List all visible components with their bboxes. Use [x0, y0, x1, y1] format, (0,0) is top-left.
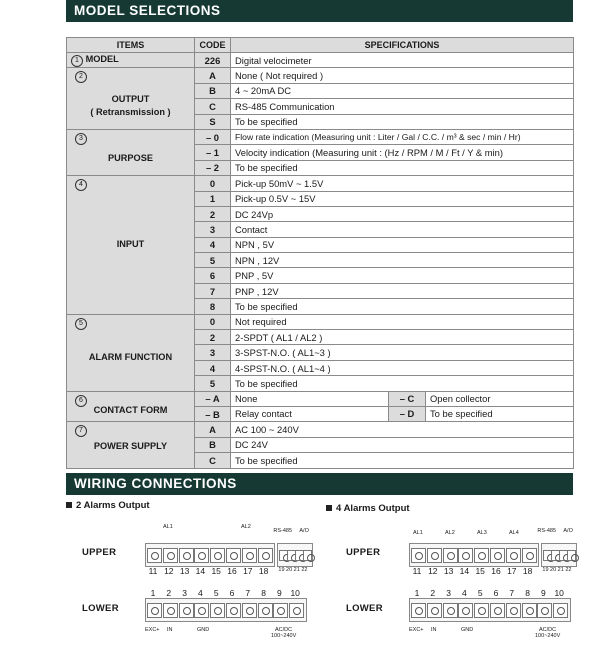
bullet-square-icon	[326, 505, 332, 511]
exc-label: EXC+	[409, 627, 424, 633]
spec-cell: Contact	[231, 222, 574, 237]
terminal-screw-icon	[194, 603, 209, 618]
alarm-label: ALARM FUNCTION	[88, 352, 173, 363]
terminal-number: 17	[507, 566, 517, 576]
terminal-screw-icon	[411, 548, 426, 563]
code-cell: A	[195, 68, 231, 83]
code-cell: – A	[195, 391, 231, 406]
table-row	[67, 314, 574, 329]
terminal-screw-icon	[506, 603, 521, 618]
terminal-number: 6	[229, 588, 235, 598]
spec-cell: 2-SPDT ( AL1 / AL2 )	[231, 330, 574, 345]
terminal-number: 13	[443, 566, 454, 576]
exc-label: EXC+	[145, 627, 160, 633]
two-alarms-label: 2 Alarms Output	[76, 500, 150, 511]
terminal-screw-icon	[273, 603, 288, 618]
terminal-number: 11	[148, 566, 158, 576]
spec-cell: Pick-up 50mV ~ 1.5V	[231, 176, 574, 191]
comm-terminal-block	[277, 543, 313, 567]
comm-terminal-block	[541, 543, 577, 567]
alarm-label: AL2	[445, 530, 455, 536]
code-cell: C	[195, 453, 231, 468]
terminal-screw-icon	[567, 550, 576, 561]
in-label: IN	[167, 627, 173, 633]
terminal-number: 15	[211, 566, 221, 576]
spec-cell: To be specified	[231, 299, 574, 314]
spec-cell: To be specified	[231, 160, 574, 175]
code-cell: A	[195, 422, 231, 437]
output-label: OUTPUT	[111, 93, 150, 104]
terminal-number: 10	[554, 588, 564, 598]
item-number: 5	[75, 318, 87, 330]
code-cell: – 1	[195, 145, 231, 160]
terminal-screw-icon	[163, 548, 178, 563]
spec-text: To be specified	[430, 407, 493, 419]
code-cell: 0	[195, 314, 231, 329]
code-cell: – D	[388, 407, 426, 421]
acdc-label: AC/DC	[275, 627, 293, 633]
terminal-number: 9	[277, 588, 282, 598]
terminal-number: 18	[522, 566, 533, 576]
terminal-screw-icon	[522, 548, 537, 563]
bullet-square-icon	[66, 502, 72, 508]
terminal-number: 10	[290, 588, 300, 598]
upper-label-right: UPPER	[346, 547, 381, 558]
terminal-screw-icon	[289, 603, 304, 618]
alarm-label: AL1	[413, 530, 423, 536]
terminal-number: 14	[459, 566, 470, 576]
terminal-number: 15	[475, 566, 485, 576]
lower-terminal-block	[409, 598, 571, 622]
spec-cell: Pick-up 0.5V ~ 15V	[231, 191, 574, 206]
spec-cell: RS-485 Communication	[231, 99, 574, 114]
terminal-number: 12	[164, 566, 174, 576]
code-cell: C	[195, 99, 231, 114]
terminal-screw-icon	[242, 548, 257, 563]
terminal-small-numbers: 19 20 21 22	[278, 567, 308, 573]
spec-cell: DC 24Vp	[231, 206, 574, 221]
terminal-screw-icon	[242, 603, 257, 618]
spec-cell: None ( Not required )	[231, 68, 574, 83]
code-cell: 7	[195, 283, 231, 298]
code-cell: B	[195, 83, 231, 98]
terminal-number: 12	[428, 566, 438, 576]
spec-cell-split	[231, 406, 574, 421]
terminal-screw-icon	[179, 603, 194, 618]
spec-cell: To be specified	[231, 453, 574, 468]
terminal-number: 16	[227, 566, 237, 576]
terminal-screw-icon	[427, 548, 442, 563]
terminal-number: 16	[491, 566, 501, 576]
spec-cell: NPN , 5V	[231, 237, 574, 252]
ao-label: A/O	[563, 528, 573, 534]
acdc-label: AC/DC	[539, 627, 557, 633]
terminal-screw-icon	[443, 548, 458, 563]
terminal-screw-icon	[553, 603, 568, 618]
alarm-label: AL4	[509, 530, 519, 536]
terminal-number: 9	[541, 588, 546, 598]
terminal-screw-icon	[490, 548, 505, 563]
item-number: 1	[71, 55, 83, 67]
input-item	[67, 176, 195, 315]
terminal-screw-icon	[226, 548, 241, 563]
terminal-number: 2	[166, 588, 172, 598]
terminal-number: 8	[261, 588, 266, 598]
input-label: INPUT	[116, 239, 145, 250]
code-cell: – C	[388, 392, 426, 406]
terminal-screw-icon	[303, 550, 312, 561]
code-cell: B	[195, 437, 231, 452]
code-cell: 3	[195, 345, 231, 360]
spec-cell: 3-SPST-N.O. ( AL1~3 )	[231, 345, 574, 360]
model-selections-title: MODEL SELECTIONS	[66, 0, 573, 22]
output-sublabel: ( Retransmission )	[90, 106, 171, 117]
code-cell: – 2	[195, 160, 231, 175]
item-number: 6	[75, 395, 87, 407]
lower-label-right: LOWER	[346, 603, 383, 614]
code-cell: 3	[195, 222, 231, 237]
terminal-screw-icon	[427, 603, 442, 618]
code-cell: 2	[195, 330, 231, 345]
terminal-number: 8	[525, 588, 530, 598]
two-alarms-title	[66, 500, 150, 511]
terminal-screw-icon	[226, 603, 241, 618]
spec-cell: Flow rate indication (Measuring unit : Liter / Gal / C.C. / m³ & sec / min / Hr)	[231, 129, 574, 144]
spec-text: None	[235, 392, 258, 404]
terminal-number: 18	[258, 566, 269, 576]
terminal-screw-icon	[147, 548, 162, 563]
lower-terminal-block	[145, 598, 307, 622]
model-spec: Digital velocimeter	[231, 53, 574, 68]
spec-cell: Velocity indication (Measuring unit : (Hz / RPM / M / Ft / Y & min)	[231, 145, 574, 160]
rs485-label: RS-485	[273, 528, 293, 534]
item-number: 7	[75, 425, 87, 437]
purpose-item	[67, 129, 195, 175]
spec-cell: 4-SPST-N.O. ( AL1~4 )	[231, 360, 574, 375]
model-label: MODEL	[85, 54, 119, 65]
terminal-screw-icon	[490, 603, 505, 618]
power-item	[67, 422, 195, 468]
terminal-number: 1	[150, 588, 156, 598]
header-items: ITEMS	[67, 38, 195, 53]
table-row	[67, 422, 574, 437]
table-row	[67, 129, 574, 144]
terminal-screw-icon	[443, 603, 458, 618]
table-row	[67, 176, 574, 191]
code-cell: 5	[195, 376, 231, 391]
terminal-screw-icon	[194, 548, 209, 563]
terminal-number: 11	[412, 566, 422, 576]
voltage-range-label: 100~240V	[535, 633, 561, 639]
terminal-number: 13	[179, 566, 190, 576]
spec-cell: 4 ~ 20mA DC	[231, 83, 574, 98]
gnd-label: GND	[461, 627, 474, 633]
code-cell: 4	[195, 237, 231, 252]
upper-terminal-block	[409, 543, 539, 567]
power-label: POWER SUPPLY	[93, 441, 168, 452]
spec-text: Relay contact	[235, 407, 292, 419]
terminal-screw-icon	[506, 548, 521, 563]
alarm-label: AL1	[163, 524, 173, 530]
alarm-label: AL3	[477, 530, 487, 536]
terminal-small-numbers: 19 20 21 22	[542, 567, 572, 573]
wiring-connections-title: WIRING CONNECTIONS	[66, 473, 573, 495]
terminal-number: 17	[243, 566, 253, 576]
upper-terminal-block	[145, 543, 275, 567]
terminal-screw-icon	[522, 603, 537, 618]
terminal-screw-icon	[210, 603, 225, 618]
output-item	[67, 68, 195, 130]
purpose-label: PURPOSE	[108, 153, 153, 164]
table-header-row	[67, 38, 574, 53]
terminal-screw-icon	[163, 603, 178, 618]
terminal-number: 3	[446, 588, 451, 598]
terminal-screw-icon	[411, 603, 426, 618]
ao-label: A/O	[299, 528, 309, 534]
terminal-screw-icon	[474, 603, 489, 618]
code-cell: – 0	[195, 129, 231, 144]
model-item	[67, 53, 195, 68]
spec-cell: PNP , 12V	[231, 283, 574, 298]
code-cell: – B	[195, 406, 231, 421]
terminal-number: 1	[414, 588, 420, 598]
spec-text: Open collector	[430, 392, 491, 404]
rs485-label: RS-485	[537, 528, 557, 534]
contact-item	[67, 391, 195, 422]
model-selection-table	[66, 37, 574, 469]
gnd-label: GND	[197, 627, 210, 633]
spec-cell: Not required	[231, 314, 574, 329]
terminal-number: 5	[213, 588, 219, 598]
terminal-screw-icon	[537, 603, 552, 618]
code-cell: 8	[195, 299, 231, 314]
terminal-number: 2	[430, 588, 436, 598]
spec-cell: To be specified	[231, 376, 574, 391]
header-specifications: SPECIFICATIONS	[231, 38, 574, 53]
terminal-screw-icon	[258, 548, 273, 563]
code-cell: 0	[195, 176, 231, 191]
table-row	[67, 68, 574, 83]
terminal-number: 4	[462, 588, 467, 598]
in-label: IN	[431, 627, 437, 633]
code-cell: 4	[195, 360, 231, 375]
spec-cell: NPN , 12V	[231, 253, 574, 268]
spec-cell: To be specified	[231, 114, 574, 129]
spec-cell-split	[231, 391, 574, 406]
spec-cell: PNP , 5V	[231, 268, 574, 283]
code-cell: 1	[195, 191, 231, 206]
header-code: CODE	[195, 38, 231, 53]
alarm-item	[67, 314, 195, 391]
terminal-screw-icon	[458, 548, 473, 563]
alarm-label: AL2	[241, 524, 251, 530]
terminal-number: 6	[493, 588, 499, 598]
terminal-screw-icon	[210, 548, 225, 563]
terminal-screw-icon	[474, 548, 489, 563]
terminal-number: 7	[245, 588, 251, 598]
model-code: 226	[195, 53, 231, 68]
spec-cell: AC 100 ~ 240V	[231, 422, 574, 437]
terminal-number: 3	[182, 588, 187, 598]
terminal-number: 5	[477, 588, 483, 598]
table-row	[67, 53, 574, 68]
four-alarms-title	[326, 503, 410, 514]
voltage-range-label: 100~240V	[271, 633, 297, 639]
terminal-screw-icon	[458, 603, 473, 618]
item-number: 4	[75, 179, 87, 191]
terminal-screw-icon	[147, 603, 162, 618]
contact-label: CONTACT FORM	[93, 404, 168, 415]
terminal-number: 4	[198, 588, 203, 598]
four-alarms-label: 4 Alarms Output	[336, 503, 410, 514]
table-row	[67, 391, 574, 406]
terminal-number: 14	[195, 566, 206, 576]
code-cell: S	[195, 114, 231, 129]
terminal-screw-icon	[179, 548, 194, 563]
terminal-number: 7	[509, 588, 515, 598]
item-number: 3	[75, 133, 87, 145]
code-cell: 5	[195, 253, 231, 268]
spec-cell: DC 24V	[231, 437, 574, 452]
terminal-screw-icon	[258, 603, 273, 618]
code-cell: 6	[195, 268, 231, 283]
lower-label-left: LOWER	[82, 603, 119, 614]
upper-label-left: UPPER	[82, 547, 117, 558]
code-cell: 2	[195, 206, 231, 221]
item-number: 2	[75, 71, 87, 83]
